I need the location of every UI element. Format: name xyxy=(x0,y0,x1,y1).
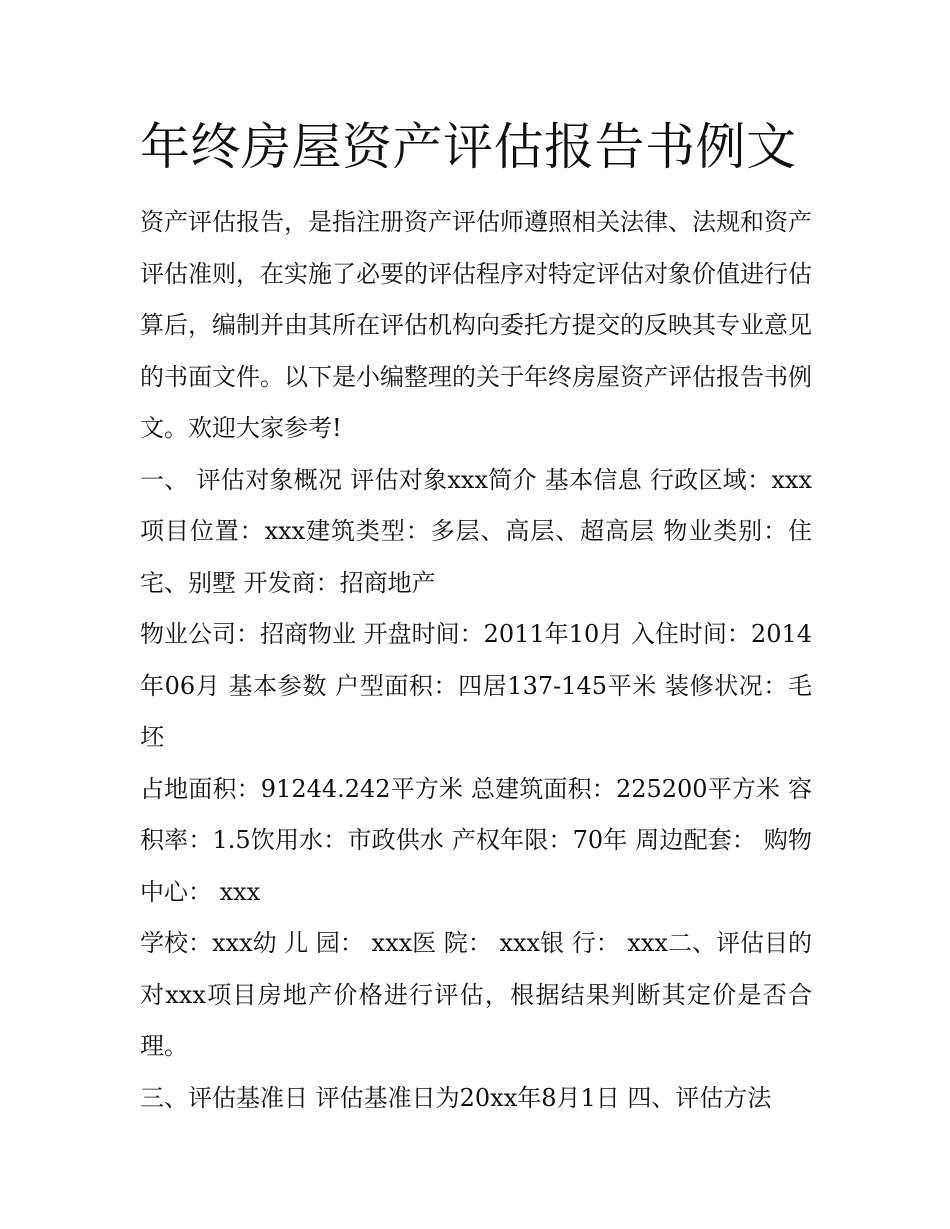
document-title: 年终房屋资产评估报告书例文 xyxy=(140,118,797,176)
paragraph-property-info: 物业公司：招商物业 开盘时间：2011年10月 入住时间：2014年06月 基本参数 户型面积：四居137-145平米 装修状况：毛坯 xyxy=(140,620,812,751)
paragraph-area-info: 占地面积：91244.242平方米 总建筑面积：225200平方米 容积率：1.5饮用水：市政供水 产权年限：70年 周边配套： 购物中心： xxx xyxy=(140,774,812,906)
document-body xyxy=(140,197,812,1124)
paragraph-date-method: 三、评估基准日 评估基准日为20xx年8月1日 四、评估方法 xyxy=(140,1083,772,1112)
paragraph-facilities-purpose: 学校：xxx幼 儿 园： xxx医 院： xxx银 行： xxx二、评估目的 对xxx项目房地产价格进行评估，根据结果判断其定价是否合理。 xyxy=(140,929,812,1060)
paragraph-overview: 一、 评估对象概况 评估对象xxx简介 基本信息 行政区域：xxx项目位置：xxx建筑类型：多层、高层、超高层 物业类别：住宅、别墅 开发商：招商地产 xyxy=(140,465,812,597)
paragraph-intro: 资产评估报告，是指注册资产评估师遵照相关法律、法规和资产评估准则，在实施了必要的评估程序对特定评估对象价值进行估算后，编制并由其所在评估机构向委托方提交的反映其专业意见的书面文件。以下是小编整理的关于年终房屋资产评估报告书例文。欢迎大家参考! xyxy=(140,208,812,442)
